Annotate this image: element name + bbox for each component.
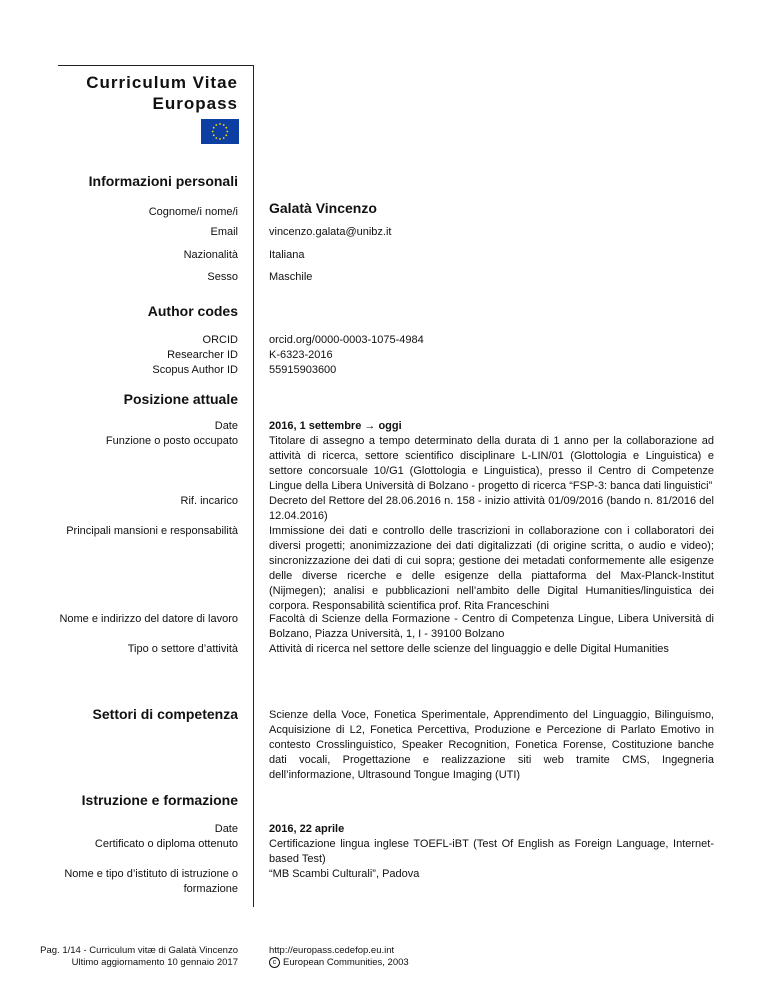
section-author-codes: Author codes (147, 303, 238, 319)
label-institute: Nome e tipo d’istituto di istruzione o formazione (64, 868, 238, 895)
label-email: Email (210, 226, 238, 238)
cv-title (86, 72, 238, 114)
footer-copyright-text: European Communities, 2003 (283, 957, 409, 969)
position-employer: Facoltà di Scienze della Formazione - Centro di Competenza Lingue, Libera Università di Bolzano, Piazza Università, 1, I - 39100 Bolzano (269, 613, 714, 640)
section-education: Istruzione e formazione (81, 792, 238, 808)
label-sex: Sesso (207, 271, 238, 283)
label-nationality: Nazionalità (183, 249, 238, 261)
position-function: Titolare di assegno a tempo determinato della durata di 1 anno per la collaborazione ad attività di ricerca, settore scientifico disciplinare L-LIN/01 (Glottologia e Linguistica) e settore concorsuale 10/G1 (Glottologia e Linguistica), presso il Centro di Competenze Lingue della Libera Università di Bolzano - progetto di ricerca “FSP-3: banca dati linguistici” (269, 435, 714, 492)
section-personal-info: Informazioni personali (88, 173, 238, 189)
section-current-position: Posizione attuale (123, 391, 238, 407)
label-date: Date (214, 420, 238, 432)
footer-copyright (269, 957, 409, 969)
section-skills: Settori di competenza (92, 706, 238, 722)
footer-updated: Ultimo aggiornamento 10 gennaio 2017 (71, 957, 238, 968)
full-name: Galatà Vincenzo (269, 200, 377, 216)
email-value: vincenzo.galata@unibz.it (269, 226, 392, 238)
position-reference: Decreto del Rettore del 28.06.2016 n. 158 - inizio attività 01/09/2016 (bando n. 81/2016 del 12.04.2016) (269, 495, 714, 522)
position-sector: Attività di ricerca nel settore delle scienze del linguaggio e delle Digital Humanities (269, 643, 669, 655)
label-duties: Principali mansioni e responsabilità (66, 525, 238, 537)
label-reference: Rif. incarico (180, 495, 238, 507)
position-date: 2016, 1 settembre → oggi (269, 420, 402, 432)
footer-left (40, 945, 238, 969)
education-institute: “MB Scambi Culturali”, Padova (269, 868, 420, 880)
label-function: Funzione o posto occupato (105, 435, 238, 447)
label-name: Cognome/i nome/i (148, 206, 238, 218)
education-certificate: Certificazione lingua inglese TOEFL-iBT (Test Of English as Foreign Language, Internet-based Test) (269, 838, 714, 865)
footer-page: Pag. 1/14 - Curriculum vitæ di Galatà Vincenzo (40, 945, 238, 956)
cv-title-line2: Europass (152, 94, 238, 113)
sex-value: Maschile (269, 271, 313, 283)
footer-url[interactable]: http://europass.cedefop.eu.int (269, 945, 395, 956)
researcher-id-value: K-6323-2016 (269, 349, 333, 361)
education-date: 2016, 22 aprile (269, 823, 345, 835)
column-divider (253, 65, 254, 907)
scopus-value: 55915903600 (269, 364, 337, 376)
copyright-icon: c (269, 957, 280, 968)
label-employer: Nome e indirizzo del datore di lavoro (59, 613, 238, 625)
label-scopus: Scopus Author ID (152, 364, 238, 376)
skills-text: Scienze della Voce, Fonetica Sperimentale, Apprendimento del Linguaggio, Bilinguismo, Acquisizione di L2, Fonetica Percettiva, Produzione e Percezione di Parlato Emotivo in contesto Crosslinguistico, Speaker Recognition, Fonetica Forense, Costituzione banche dati vocali, Progettazione e realizzazione siti web tramite CMS, Ingegneria dell’informazione, Ultrasound Tongue Imaging (UTI) (269, 709, 714, 781)
nationality-value: Italiana (269, 249, 305, 261)
label-certificate: Certificato o diploma ottenuto (94, 838, 238, 850)
label-edu-date: Date (214, 823, 238, 835)
label-sector: Tipo o settore d’attività (127, 643, 238, 655)
cv-title-line1: Curriculum Vitae (86, 73, 238, 92)
label-orcid: ORCID (202, 334, 238, 346)
orcid-value: orcid.org/0000-0003-1075-4984 (269, 334, 424, 346)
header-rule (58, 65, 254, 66)
eu-flag-icon (201, 119, 239, 144)
label-researcher-id: Researcher ID (167, 349, 238, 361)
position-duties: Immissione dei dati e controllo delle trascrizioni in collaborazione con i collaboratori dei diversi progetti; anonimizzazione dei dati digitalizzati (di origine scritta, o audio e video); sincronizzazione dei dati di cui sopra; gestione dei metadati conformemente alle esigenze delle diverse ricerche e delle esigenze della piattaforma del Max-Planck-Institut (Nijmegen); analisi e pubblicazioni nell’ambito delle Digital Humanities/linguistica dei corpora. Responsabilità scientifica prof. Rita Franceschini (269, 525, 714, 612)
footer-right (269, 945, 409, 969)
